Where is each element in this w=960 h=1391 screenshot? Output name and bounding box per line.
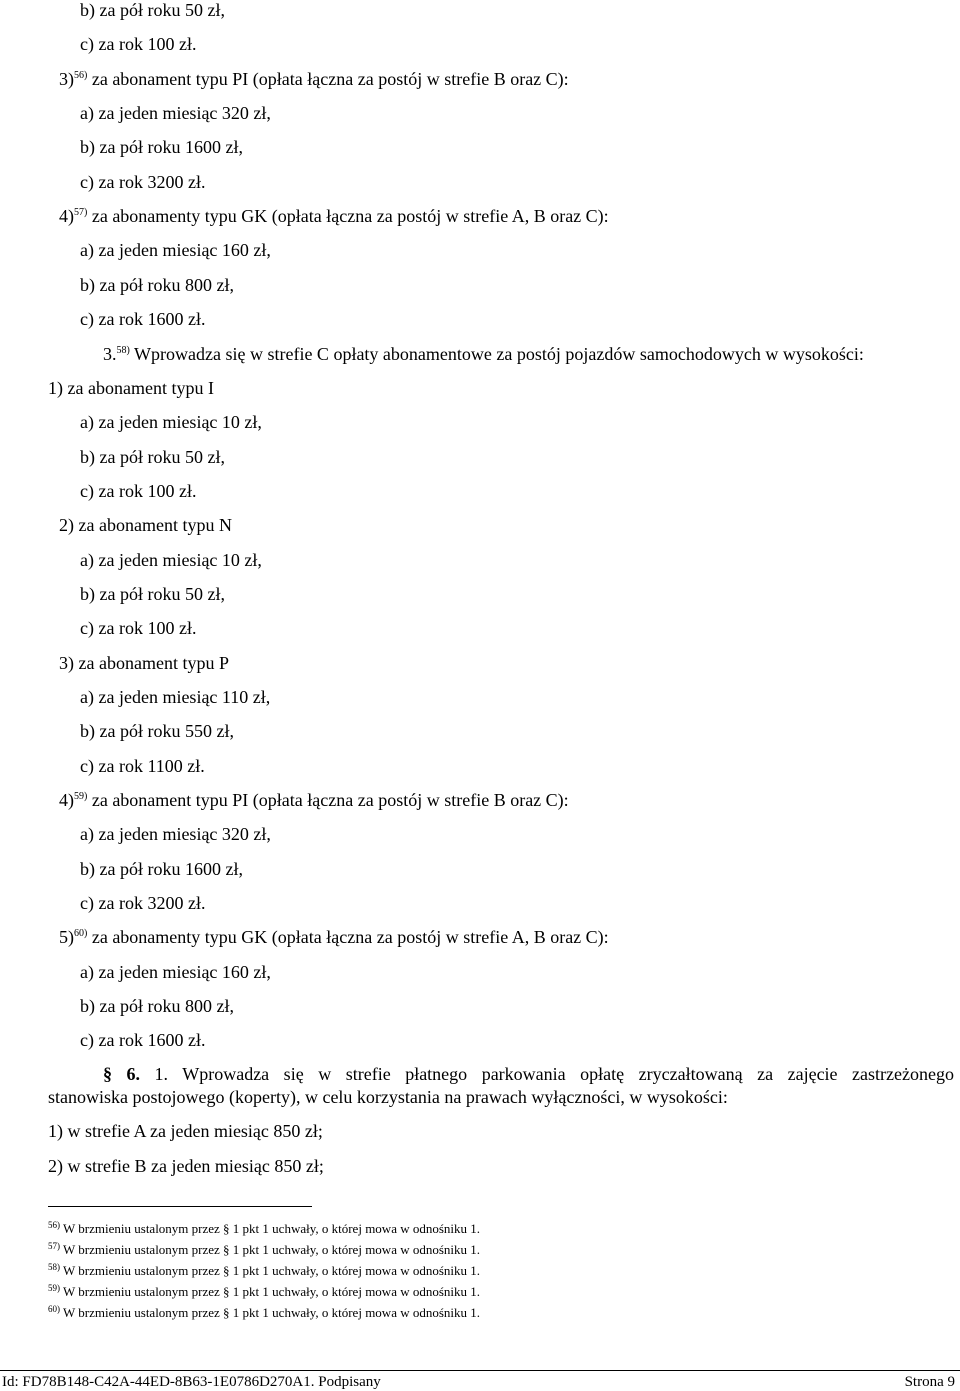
item-text: za abonament typu PI (opłata łączna za postój w strefie B oraz C): [87, 69, 569, 89]
list-item: a) za jeden miesiąc 10 zł, [80, 412, 262, 432]
footnote-number: 59) [48, 1283, 60, 1293]
list-item: b) za pół roku 800 zł, [80, 275, 234, 295]
item-number: 5) [59, 927, 74, 947]
footnote-text: W brzmieniu ustalonym przez § 1 pkt 1 uchwały, o której mowa w odnośniku 1. [60, 1284, 481, 1299]
footnote-ref: 57) [74, 207, 88, 218]
list-item: 2) za abonament typu N [59, 515, 232, 535]
footnote-text: W brzmieniu ustalonym przez § 1 pkt 1 uchwały, o której mowa w odnośniku 1. [60, 1305, 481, 1320]
list-item: 2) w strefie B za jeden miesiąc 850 zł; [48, 1156, 324, 1176]
list-item: a) za jeden miesiąc 160 zł, [80, 962, 271, 982]
list-item: a) za jeden miesiąc 10 zł, [80, 550, 262, 570]
list-item [59, 68, 569, 90]
list-item: 3) za abonament typu P [59, 653, 229, 673]
item-number: 4) [59, 206, 74, 226]
footnote-divider [48, 1206, 312, 1207]
footnote [48, 1305, 480, 1321]
list-item [59, 926, 609, 948]
list-item: c) za rok 3200 zł. [80, 172, 206, 192]
footnote [48, 1263, 480, 1279]
section-text-continued: stanowiska postojowego (koperty), w celu korzystania na prawach wyłączności, w wysokości: [48, 1087, 728, 1107]
paragraph-text: Wprowadza się w strefie C opłaty abonamentowe za postój pojazdów samochodowych w wysokości: [129, 344, 864, 364]
list-item: c) za rok 1100 zł. [80, 756, 205, 776]
footnote-number: 58) [48, 1262, 60, 1272]
footer-divider [0, 1370, 960, 1371]
list-item [59, 205, 609, 227]
footnote-ref: 59) [74, 791, 88, 802]
footnote-text: W brzmieniu ustalonym przez § 1 pkt 1 uchwały, o której mowa w odnośniku 1. [60, 1263, 481, 1278]
item-number: 3) [59, 69, 74, 89]
item-number: 4) [59, 790, 74, 810]
paragraph-3 [103, 343, 864, 365]
section-text: 1. Wprowadza się w strefie płatnego parkowania opłatę zryczałtowaną za zajęcie zastrzeżonego [140, 1064, 954, 1084]
paragraph-number: 3. [103, 344, 117, 364]
list-item: a) za jeden miesiąc 110 zł, [80, 687, 271, 707]
item-text: za abonamenty typu GK (opłata łączna za postój w strefie A, B oraz C): [87, 206, 609, 226]
list-item: c) za rok 1600 zł. [80, 1030, 206, 1050]
footnote-text: W brzmieniu ustalonym przez § 1 pkt 1 uchwały, o której mowa w odnośniku 1. [60, 1242, 481, 1257]
list-item: c) za rok 100 zł. [80, 618, 197, 638]
list-item: b) za pół roku 800 zł, [80, 996, 234, 1016]
list-item: 1) za abonament typu I [48, 378, 214, 398]
document-id: Id: FD78B148-C42A-44ED-8B63-1E0786D270A1. Podpisany [2, 1374, 381, 1390]
list-item: 1) w strefie A za jeden miesiąc 850 zł; [48, 1121, 323, 1141]
item-text: za abonamenty typu GK (opłata łączna za postój w strefie A, B oraz C): [87, 927, 609, 947]
footnote-ref: 58) [116, 345, 130, 356]
footnote-text: W brzmieniu ustalonym przez § 1 pkt 1 uchwały, o której mowa w odnośniku 1. [60, 1221, 481, 1236]
list-item: b) za pół roku 50 zł, [80, 0, 225, 20]
list-item: a) za jeden miesiąc 320 zł, [80, 824, 271, 844]
footnote-ref: 56) [74, 70, 88, 81]
list-item: b) za pół roku 50 zł, [80, 447, 225, 467]
footnote-number: 56) [48, 1220, 60, 1230]
list-item: a) za jeden miesiąc 160 zł, [80, 240, 271, 260]
footnote-number: 60) [48, 1304, 60, 1314]
list-item: c) za rok 3200 zł. [80, 893, 206, 913]
footnote [48, 1221, 480, 1237]
list-item: b) za pół roku 1600 zł, [80, 859, 243, 879]
footnote-number: 57) [48, 1241, 60, 1251]
list-item: b) za pół roku 550 zł, [80, 721, 234, 741]
section-number: § 6. [103, 1064, 141, 1084]
footnote [48, 1284, 480, 1300]
list-item: c) za rok 1600 zł. [80, 309, 206, 329]
item-text: za abonament typu PI (opłata łączna za postój w strefie B oraz C): [87, 790, 569, 810]
list-item [59, 789, 569, 811]
list-item: c) za rok 100 zł. [80, 34, 197, 54]
section-6-heading [103, 1063, 954, 1085]
page-number: Strona 9 [904, 1374, 955, 1390]
footnote [48, 1242, 480, 1258]
list-item: b) za pół roku 50 zł, [80, 584, 225, 604]
footnote-ref: 60) [74, 928, 88, 939]
list-item: b) za pół roku 1600 zł, [80, 137, 243, 157]
list-item: c) za rok 100 zł. [80, 481, 197, 501]
list-item: a) za jeden miesiąc 320 zł, [80, 103, 271, 123]
